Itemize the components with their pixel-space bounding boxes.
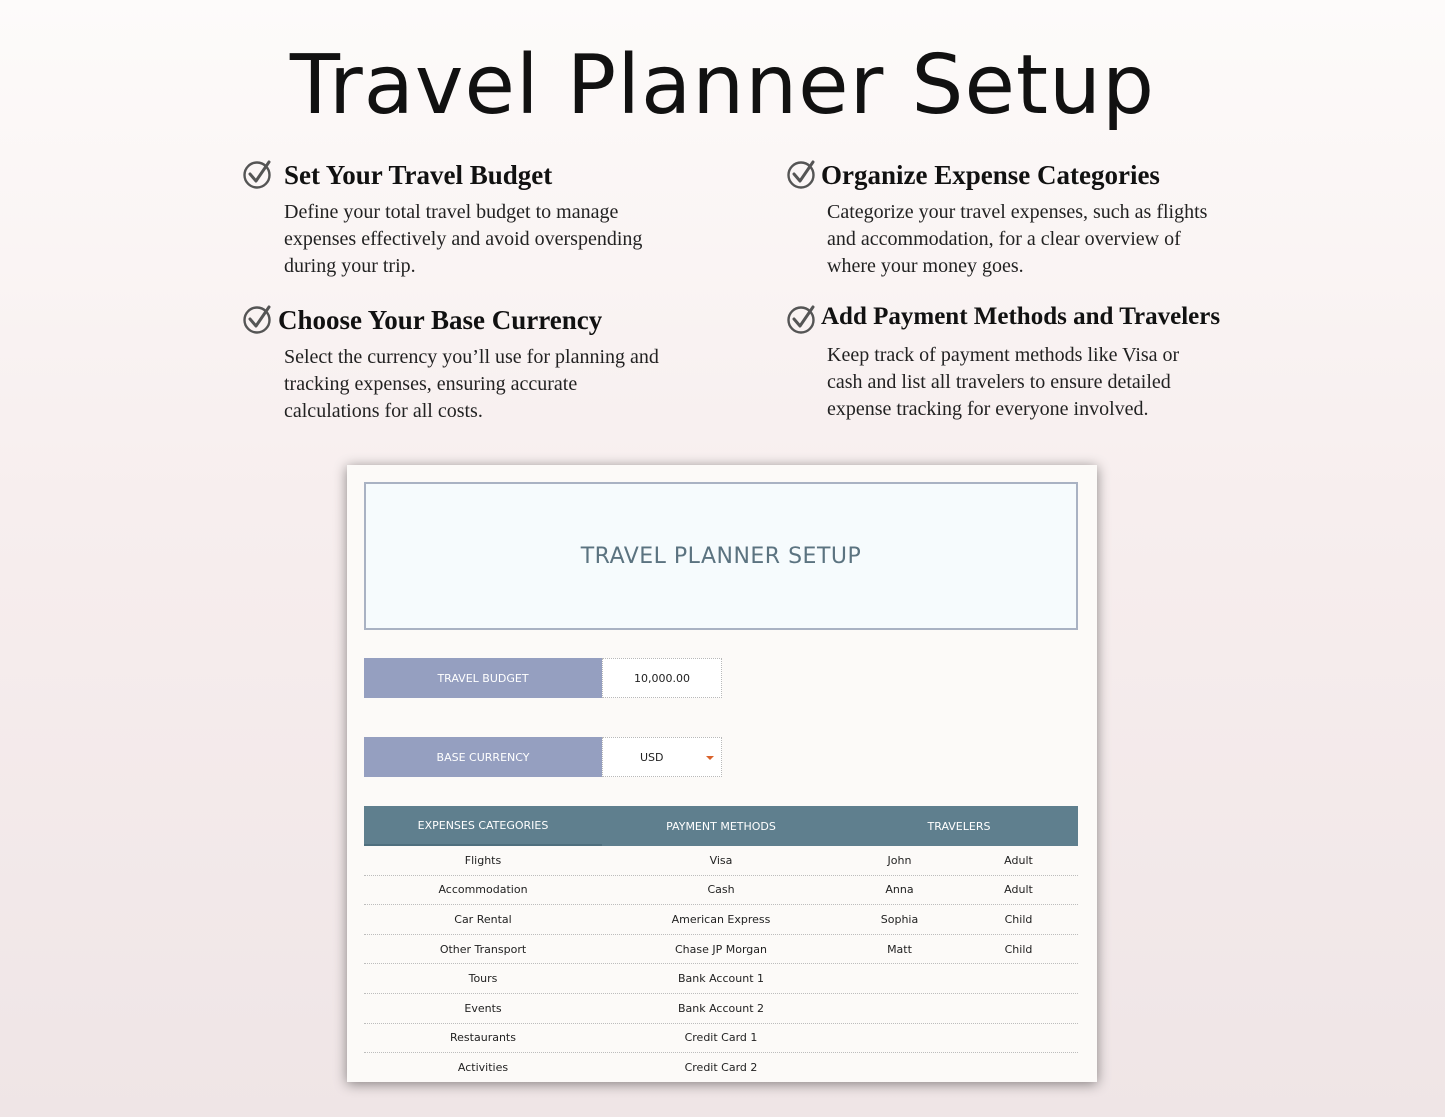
travel-budget-label: TRAVEL BUDGET: [364, 658, 602, 698]
category-cell[interactable]: Tours: [468, 972, 498, 986]
traveler-type-cell[interactable]: [959, 964, 1078, 993]
feature-heading: Choose Your Base Currency: [278, 305, 603, 335]
travel-budget-input[interactable]: 10,000.00: [602, 658, 722, 698]
table-row: [364, 1053, 1078, 1083]
check-circle-icon: [786, 158, 818, 190]
category-cell[interactable]: Flights: [464, 853, 502, 867]
table-row: [364, 994, 1078, 1024]
feature-description: Select the currency you’ll use for planning and tracking expenses, ensuring accurate calculations for all costs.: [284, 346, 659, 422]
table-row: [364, 905, 1078, 935]
traveler-cell[interactable]: [840, 964, 959, 993]
header-payment-methods: PAYMENT METHODS: [666, 819, 776, 833]
check-circle-icon: [242, 158, 274, 190]
header-travelers: TRAVELERS: [927, 819, 991, 833]
traveler-cell[interactable]: [840, 1053, 959, 1083]
payment-cell[interactable]: Credit Card 2: [684, 1061, 758, 1075]
payment-cell[interactable]: Bank Account 1: [677, 972, 765, 986]
traveler-cell[interactable]: Anna: [885, 883, 914, 897]
feature-payment-travelers: [786, 303, 1226, 423]
travel-budget-row: [364, 658, 722, 698]
traveler-cell[interactable]: John: [887, 853, 912, 867]
base-currency-value: USD: [640, 750, 664, 764]
feature-base-currency: [242, 303, 682, 425]
traveler-cell[interactable]: Matt: [887, 942, 912, 956]
category-cell[interactable]: Activities: [457, 1061, 509, 1075]
traveler-cell[interactable]: [840, 1024, 959, 1053]
category-cell[interactable]: Accommodation: [438, 883, 528, 897]
category-cell[interactable]: Other Transport: [439, 942, 527, 956]
feature-description: Keep track of payment methods like Visa or cash and list all travelers to ensure detailed expense tracking for everyone involved.: [827, 344, 1180, 420]
category-cell[interactable]: Events: [464, 1001, 502, 1015]
category-cell[interactable]: Restaurants: [450, 1031, 516, 1045]
payment-cell[interactable]: American Express: [671, 912, 771, 926]
traveler-cell[interactable]: [840, 994, 959, 1023]
caret-down-icon[interactable]: [706, 756, 714, 760]
traveler-cell[interactable]: Sophia: [880, 912, 919, 926]
table-header: [364, 806, 1078, 846]
setup-table: [364, 806, 1078, 1083]
table-row: [364, 876, 1078, 906]
page-title: Travel Planner Setup: [289, 38, 1156, 133]
traveler-type-cell[interactable]: Child: [1004, 942, 1033, 956]
category-cell[interactable]: Car Rental: [454, 912, 512, 926]
feature-expense-categories: [786, 158, 1226, 280]
header-expense-categories: EXPENSES CATEGORIES: [364, 806, 602, 846]
feature-heading: Add Payment Methods and Travelers: [821, 303, 1221, 330]
table-body: [364, 846, 1078, 1083]
payment-cell[interactable]: Bank Account 2: [677, 1001, 765, 1015]
feature-description: Define your total travel budget to manage expenses effectively and avoid overspending during your trip.: [284, 201, 643, 277]
traveler-type-cell[interactable]: Child: [1004, 912, 1033, 926]
base-currency-row: [364, 737, 722, 777]
base-currency-select[interactable]: [602, 737, 722, 777]
setup-sheet: [347, 465, 1097, 1082]
table-row: [364, 964, 1078, 994]
payment-cell[interactable]: Chase JP Morgan: [674, 942, 767, 956]
check-circle-icon: [242, 303, 274, 335]
table-row: [364, 846, 1078, 876]
table-row: [364, 1024, 1078, 1054]
feature-heading: Organize Expense Categories: [821, 160, 1160, 190]
sheet-title: TRAVEL PLANNER SETUP: [580, 543, 862, 569]
payment-cell[interactable]: Credit Card 1: [684, 1031, 758, 1045]
traveler-type-cell[interactable]: [959, 994, 1078, 1023]
traveler-type-cell[interactable]: Adult: [1004, 883, 1033, 897]
feature-set-budget: [242, 158, 682, 280]
sheet-banner: [364, 482, 1078, 630]
payment-cell[interactable]: Cash: [707, 883, 735, 897]
base-currency-label: BASE CURRENCY: [364, 737, 602, 777]
traveler-type-cell[interactable]: [959, 1053, 1078, 1083]
traveler-type-cell[interactable]: Adult: [1004, 853, 1033, 867]
feature-heading: Set Your Travel Budget: [284, 160, 553, 190]
table-row: [364, 935, 1078, 965]
traveler-type-cell[interactable]: [959, 1024, 1078, 1053]
payment-cell[interactable]: Visa: [709, 853, 733, 867]
check-circle-icon: [786, 303, 818, 335]
feature-description: Categorize your travel expenses, such as flights and accommodation, for a clear overview of where your money goes.: [827, 201, 1208, 277]
